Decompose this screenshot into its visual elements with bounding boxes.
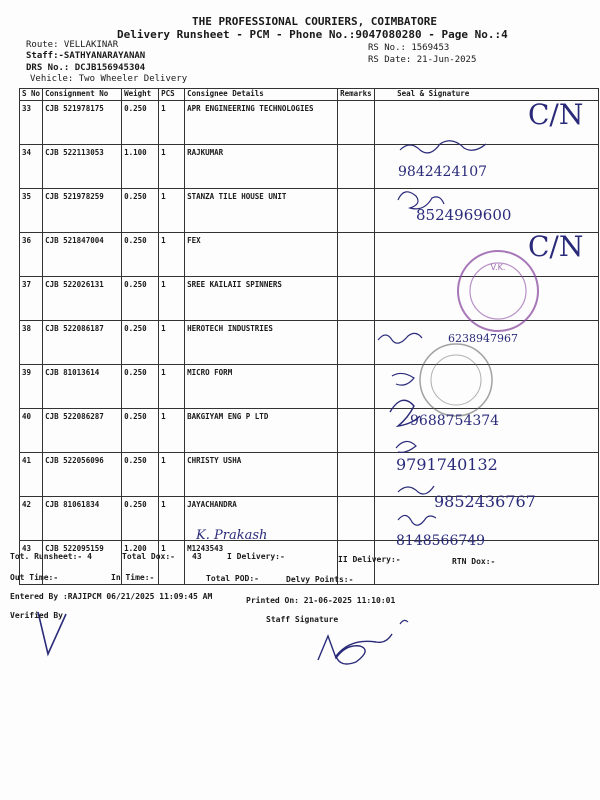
rs-date-text: RS Date: 21-Jun-2025 <box>368 55 477 65</box>
signature-phone-35: 8524969600 <box>416 206 512 224</box>
signature-phone-34: 9842424107 <box>398 164 488 180</box>
cell-consignment: CJB 521978175 <box>43 101 122 145</box>
cell-pcs: 1 <box>159 101 185 145</box>
cell-weight: 0.250 <box>122 453 159 497</box>
cell-weight: 1.200 <box>122 541 159 585</box>
cell-pcs: 1 <box>159 145 185 189</box>
cell-consignee: RAJKUMAR <box>185 145 338 189</box>
total-dox-value: 43 <box>192 552 202 561</box>
cell-sno: 35 <box>20 189 43 233</box>
delvy-points: Delvy Points:- <box>286 575 354 584</box>
cell-sno: 42 <box>20 497 43 541</box>
cell-consignment: CJB 522026131 <box>43 277 122 321</box>
cell-sno: 36 <box>20 233 43 277</box>
cell-sno: 40 <box>20 409 43 453</box>
stamp-text: V.K. <box>490 263 506 272</box>
cell-consignment: CJB 522113053 <box>43 145 122 189</box>
cell-pcs: 1 <box>159 277 185 321</box>
cn-mark-1: C/N <box>528 98 584 131</box>
i-delivery: I Delivery:- <box>227 552 285 561</box>
cell-pcs: 1 <box>159 321 185 365</box>
cell-weight: 0.250 <box>122 497 159 541</box>
cell-pcs: 1 <box>159 453 185 497</box>
col-header: Consignee Details <box>185 89 338 101</box>
total-dox-label: Total Dox:- <box>122 552 175 561</box>
cell-consignee: SREE KAILAII SPINNERS <box>185 277 338 321</box>
cell-consignment: CJB 522086287 <box>43 409 122 453</box>
cell-weight: 0.250 <box>122 277 159 321</box>
cell-weight: 0.250 <box>122 101 159 145</box>
cell-sno: 39 <box>20 365 43 409</box>
cell-consignee: HEROTECH INDUSTRIES <box>185 321 338 365</box>
in-time: In Time:- <box>111 573 155 582</box>
signature-phone-41: 9791740132 <box>396 455 498 474</box>
rtn-dox: RTN Dox:- <box>452 557 496 566</box>
drs-text: DRS No.: DCJB156945304 <box>26 63 146 73</box>
cell-sno: 38 <box>20 321 43 365</box>
cell-consignee: STANZA TILE HOUSE UNIT <box>185 189 338 233</box>
cn-mark-2: C/N <box>528 230 584 263</box>
cell-weight: 1.100 <box>122 145 159 189</box>
col-header: Remarks <box>338 89 375 101</box>
cell-sno: 33 <box>20 101 43 145</box>
cell-pcs: 1 <box>159 189 185 233</box>
cell-weight: 0.250 <box>122 189 159 233</box>
printed-on: Printed On: 21-06-2025 11:10:01 <box>246 596 396 605</box>
cell-consignment: CJB 522086187 <box>43 321 122 365</box>
col-header: S No <box>20 89 43 101</box>
cell-consignee: MICRO FORM <box>185 365 338 409</box>
total-pod: Total POD:- <box>206 574 259 583</box>
col-header: Weight <box>122 89 159 101</box>
col-header: Seal & Signature <box>375 89 599 101</box>
cell-sno: 34 <box>20 145 43 189</box>
cell-pcs: 1 <box>159 497 185 541</box>
company-name: THE PROFESSIONAL COURIERS, COIMBATORE <box>192 15 438 28</box>
cell-consignee: FEX <box>185 233 338 277</box>
cell-weight: 0.250 <box>122 321 159 365</box>
signature-phone-40: 9688754374 <box>410 413 500 429</box>
cell-consignment: CJB 521847004 <box>43 233 122 277</box>
cell-consignment: CJB 522056096 <box>43 453 122 497</box>
signature-phone-43: 8148566749 <box>396 533 486 549</box>
cell-weight: 0.250 <box>122 233 159 277</box>
cell-sno: 41 <box>20 453 43 497</box>
cell-consignee: BAKGIYAM ENG P LTD <box>185 409 338 453</box>
cell-consignee: APR ENGINEERING TECHNOLOGIES <box>185 101 338 145</box>
cell-consignee: M1243543 <box>185 541 338 585</box>
signature-phone-39: 6238947967 <box>448 332 518 345</box>
cell-sno: 37 <box>20 277 43 321</box>
out-time: Out Time:- <box>10 573 59 582</box>
col-header: Consignment No <box>43 89 122 101</box>
verified-by: Verified By <box>10 611 63 620</box>
runsheet-subtitle: Delivery Runsheet - PCM - Phone No.:9047080280 - Page No.:4 <box>117 28 508 41</box>
cell-sno: 43 <box>20 541 43 585</box>
cell-pcs: 1 <box>159 409 185 453</box>
vehicle-text: Vehicle: Two Wheeler Delivery <box>30 74 188 84</box>
signature-name-43: K. Prakash <box>196 528 268 543</box>
cell-pcs: 1 <box>159 365 185 409</box>
tot-runsheet: Tot. Runsheet:- 4 <box>10 552 92 561</box>
ii-delivery: II Delivery:- <box>338 555 401 564</box>
cell-consignee: JAYACHANDRA <box>185 497 338 541</box>
cell-consignment: CJB 81061834 <box>43 497 122 541</box>
cell-consignment: CJB 521978259 <box>43 189 122 233</box>
cell-pcs: 1 <box>159 233 185 277</box>
cell-consignment: CJB 81013614 <box>43 365 122 409</box>
rs-no-text: RS No.: 1569453 <box>368 43 450 53</box>
cell-pcs: 1 <box>159 541 185 585</box>
cell-weight: 0.250 <box>122 365 159 409</box>
staff-text: Staff:-SATHYANARAYANAN <box>26 51 146 61</box>
col-header: PCS <box>159 89 185 101</box>
cell-weight: 0.250 <box>122 409 159 453</box>
cell-consignee: CHRISTY USHA <box>185 453 338 497</box>
staff-signature: Staff Signature <box>266 615 339 624</box>
cell-consignment: CJB 522095159 <box>43 541 122 585</box>
signature-phone-42: 9852436767 <box>434 492 536 511</box>
route-text: Route: VELLAKINAR <box>26 40 119 50</box>
entered-by: Entered By :RAJIPCM 06/21/2025 11:09:45 AM <box>10 592 213 601</box>
